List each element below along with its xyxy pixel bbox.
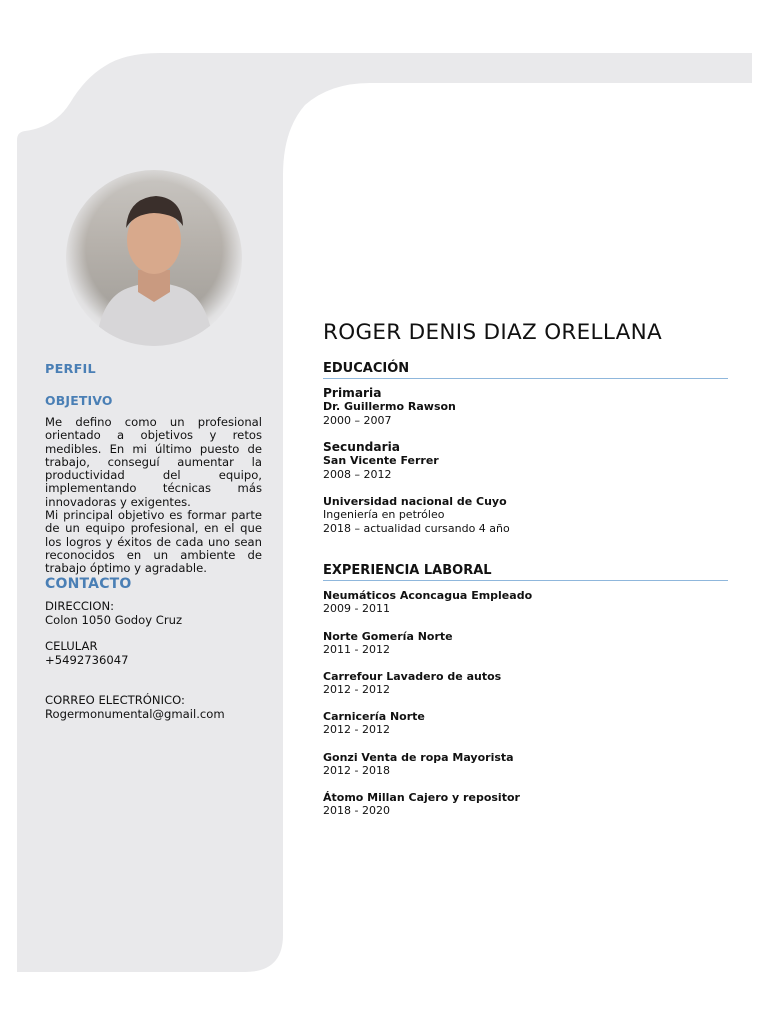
education-section-title: EDUCACIÓN bbox=[323, 361, 728, 379]
education-item-detail: 2008 – 2012 bbox=[323, 467, 392, 481]
experience-item-title: Gonzi Venta de ropa Mayorista bbox=[323, 751, 514, 764]
education-item bbox=[323, 495, 510, 535]
experience-item-title: Carrefour Lavadero de autos bbox=[323, 670, 502, 683]
contacto-heading: CONTACTO bbox=[45, 576, 132, 592]
direccion-label: DIRECCION: bbox=[45, 599, 115, 613]
education-item-title: Primaria bbox=[323, 386, 382, 400]
correo-block bbox=[45, 694, 225, 721]
experience-item bbox=[323, 710, 425, 737]
experience-item bbox=[323, 791, 520, 818]
celular-block bbox=[45, 640, 128, 667]
profile-photo bbox=[66, 170, 242, 346]
celular-label: CELULAR bbox=[45, 639, 98, 653]
education-item bbox=[323, 441, 439, 481]
experience-item bbox=[323, 630, 453, 657]
experience-item-detail: 2012 - 2012 bbox=[323, 723, 390, 737]
correo-value: Rogermonumental@gmail.com bbox=[45, 706, 225, 721]
celular-value: +5492736047 bbox=[45, 652, 129, 667]
experience-item-title: Neumáticos Aconcagua Empleado bbox=[323, 589, 533, 602]
experience-item bbox=[323, 751, 514, 778]
education-item-detail: 2018 – actualidad cursando 4 año bbox=[323, 521, 510, 535]
education-item-title: Universidad nacional de Cuyo bbox=[323, 495, 507, 508]
experience-item-detail: 2018 - 2020 bbox=[323, 804, 390, 818]
experience-item-detail: 2011 - 2012 bbox=[323, 643, 390, 657]
experience-item-title: Norte Gomería Norte bbox=[323, 630, 453, 643]
objetivo-heading: OBJETIVO bbox=[45, 393, 113, 408]
candidate-name: ROGER DENIS DIAZ ORELLANA bbox=[323, 320, 662, 345]
correo-label: CORREO ELECTRÓNICO: bbox=[45, 693, 185, 707]
education-item-title: Secundaria bbox=[323, 440, 400, 454]
experience-item-detail: 2009 - 2011 bbox=[323, 602, 390, 616]
direccion-value: Colon 1050 Godoy Cruz bbox=[45, 612, 183, 627]
experience-item bbox=[323, 589, 532, 616]
experience-item bbox=[323, 670, 501, 697]
education-item-subtitle: San Vicente Ferrer bbox=[323, 454, 439, 468]
objetivo-paragraph-1: Me defino como un profesional orientado a objetivos y retos medibles. En mi último puesto de trabajo, conseguí aumentar la productividad del equipo, implementando técnicas más innovadoras y exigentes. bbox=[45, 415, 262, 509]
education-item-subtitle: Ingeniería en petróleo bbox=[323, 508, 445, 522]
experience-section-title: EXPERIENCIA LABORAL bbox=[323, 563, 728, 581]
experience-item-detail: 2012 - 2012 bbox=[323, 683, 390, 697]
perfil-heading: PERFIL bbox=[45, 362, 96, 377]
objetivo-text bbox=[45, 416, 262, 576]
education-item-subtitle: Dr. Guillermo Rawson bbox=[323, 400, 456, 414]
direccion-block bbox=[45, 600, 182, 627]
education-item-detail: 2000 – 2007 bbox=[323, 413, 392, 427]
experience-item-title: Carnicería Norte bbox=[323, 710, 425, 723]
education-item bbox=[323, 387, 456, 427]
objetivo-paragraph-2: Mi principal objetivo es formar parte de un equipo profesional, en el que los logros y éxitos de cada uno sean reconocidos en un ambiente de trabajo óptimo y agradable. bbox=[45, 508, 262, 576]
experience-item-detail: 2012 - 2018 bbox=[323, 764, 390, 778]
experience-item-title: Átomo Millan Cajero y repositor bbox=[323, 791, 520, 804]
